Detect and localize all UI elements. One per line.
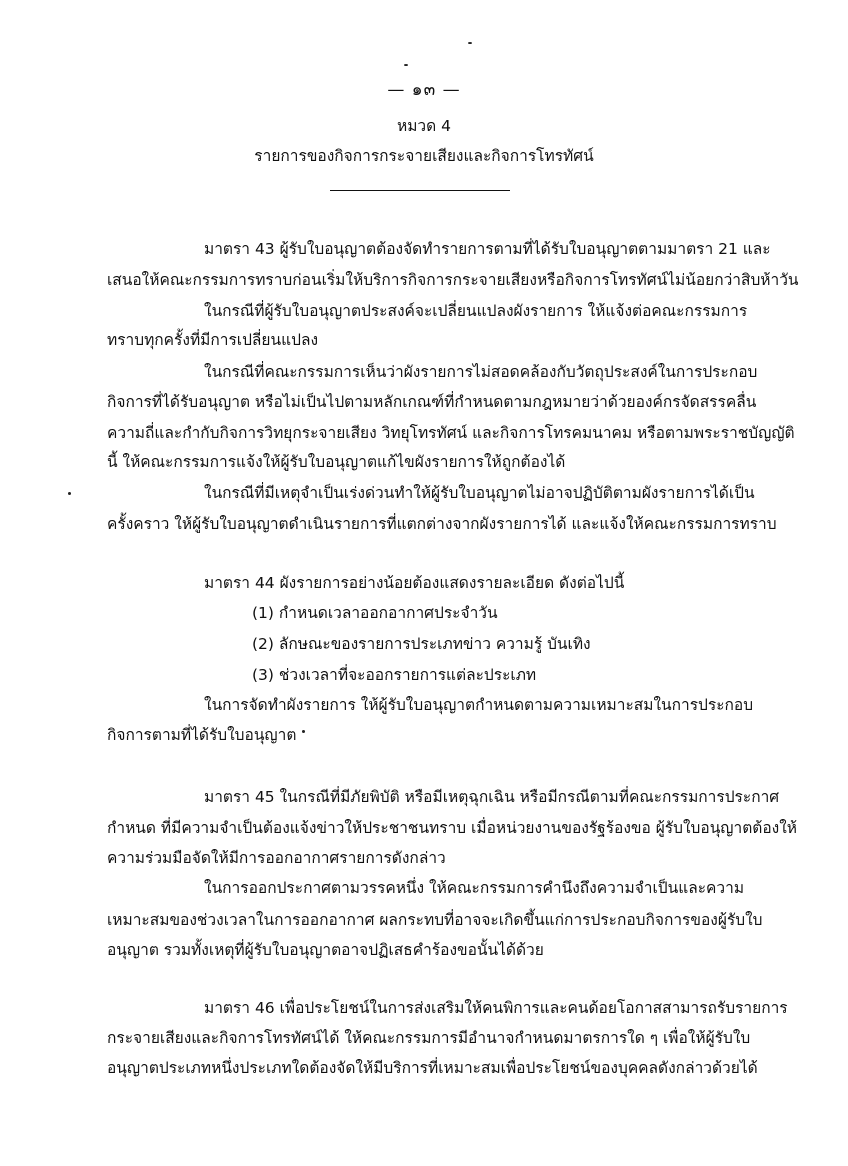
section-43-line: ครั้งคราว ให้ผู้รับใบอนุญาตดำเนินรายการที่แตกต่างจากผังรายการได้ และแจ้งให้คณะกรรมการทราบ	[107, 515, 777, 533]
section-45-line: มาตรา 45 ในกรณีที่มีภัยพิบัติ หรือมีเหตุฉุกเฉิน หรือมีกรณีตามที่คณะกรรมการประกาศ	[204, 788, 780, 806]
section-45-line: กำหนด ที่มีความจำเป็นต้องแจ้งข่าวให้ประชาชนทราบ เมื่อหน่วยงานของรัฐร้องขอ ผู้รับใบอนุญาตต้องให้	[107, 819, 797, 837]
section-44-list-item: (3) ช่วงเวลาที่จะออกรายการแต่ละประเภท	[252, 666, 537, 684]
scan-speck	[404, 64, 408, 66]
section-44-line: ในการจัดทำผังรายการ ให้ผู้รับใบอนุญาตกำหนดตามความเหมาะสมในการประกอบ	[204, 696, 754, 714]
section-43-line: ความถี่และกำกับกิจการวิทยุกระจายเสียง วิทยุโทรทัศน์ และกิจการโทรคมนาคม หรือตามพระราชบัญญัติ	[107, 424, 795, 442]
section-43-line: กิจการที่ได้รับอนุญาต หรือไม่เป็นไปตามหลักเกณฑ์ที่กำหนดตามกฎหมายว่าด้วยองค์กรจัดสรรคลื่น	[107, 393, 757, 411]
chapter-title: รายการของกิจการกระจายเสียงและกิจการโทรทัศน์	[254, 147, 594, 165]
section-43-line: ทราบทุกครั้งที่มีการเปลี่ยนแปลง	[107, 331, 319, 349]
section-44-line: กิจการตามที่ได้รับใบอนุญาต	[107, 726, 297, 744]
section-45-line: ในการออกประกาศตามวรรคหนึ่ง ให้คณะกรรมการคำนึงถึงความจำเป็นและความ	[204, 879, 745, 897]
section-45-line: ความร่วมมือจัดให้มีการออกอากาศรายการดังกล่าว	[107, 849, 446, 867]
section-43-line: นี้ ให้คณะกรรมการแจ้งให้ผู้รับใบอนุญาตแก้ไขผังรายการให้ถูกต้องได้	[107, 453, 566, 471]
scan-speck	[468, 42, 472, 44]
section-46-line: มาตรา 46 เพื่อประโยชน์ในการส่งเสริมให้คนพิการและคนด้อยโอกาสสามารถรับรายการ	[204, 999, 788, 1017]
section-44-list-item: (1) กำหนดเวลาออกอากาศประจำวัน	[252, 604, 498, 622]
title-divider	[330, 190, 510, 191]
scan-speck	[302, 730, 305, 733]
section-46-line: กระจายเสียงและกิจการโทรทัศน์ได้ ให้คณะกรรมการมีอำนาจกำหนดมาตรการใด ๆ เพื่อให้ผู้รับใบ	[107, 1029, 751, 1047]
chapter-heading: หมวด 4	[397, 117, 451, 135]
section-44-list-item: (2) ลักษณะของรายการประเภทข่าว ความรู้ บันเทิง	[252, 635, 591, 653]
scan-speck	[68, 492, 71, 495]
section-43-line: ในกรณีที่มีเหตุจำเป็นเร่งด่วนทำให้ผู้รับใบอนุญาตไม่อาจปฏิบัติตามผังรายการได้เป็น	[204, 484, 755, 502]
section-43-line: เสนอให้คณะกรรมการทราบก่อนเริ่มให้บริการกิจการกระจายเสียงหรือกิจการโทรทัศน์ไม่น้อยกว่าสิบห้าวัน	[107, 271, 799, 289]
section-43-line: มาตรา 43 ผู้รับใบอนุญาตต้องจัดทำรายการตามที่ได้รับใบอนุญาตตามมาตรา 21 และ	[204, 240, 771, 258]
section-45-line: อนุญาต รวมทั้งเหตุที่ผู้รับใบอนุญาตอาจปฏิเสธคำร้องขอนั้นได้ด้วย	[107, 941, 544, 959]
section-46-line: อนุญาตประเภทหนึ่งประเภทใดต้องจัดให้มีบริการที่เหมาะสมเพื่อประโยชน์ของบุคคลดังกล่าวด้วยได้	[107, 1059, 758, 1077]
section-43-line: ในกรณีที่ผู้รับใบอนุญาตประสงค์จะเปลี่ยนแปลงผังรายการ ให้แจ้งต่อคณะกรรมการ	[204, 302, 748, 320]
section-45-line: เหมาะสมของช่วงเวลาในการออกอากาศ ผลกระทบที่อาจจะเกิดขึ้นแก่การประกอบกิจการของผู้รับใบ	[107, 911, 763, 929]
section-44-line: มาตรา 44 ผังรายการอย่างน้อยต้องแสดงรายละเอียด ดังต่อไปนี้	[204, 574, 625, 592]
section-43-line: ในกรณีที่คณะกรรมการเห็นว่าผังรายการไม่สอดคล้องกับวัตถุประสงค์ในการประกอบ	[204, 363, 758, 381]
page-number: — ๑๓ —	[387, 80, 461, 100]
